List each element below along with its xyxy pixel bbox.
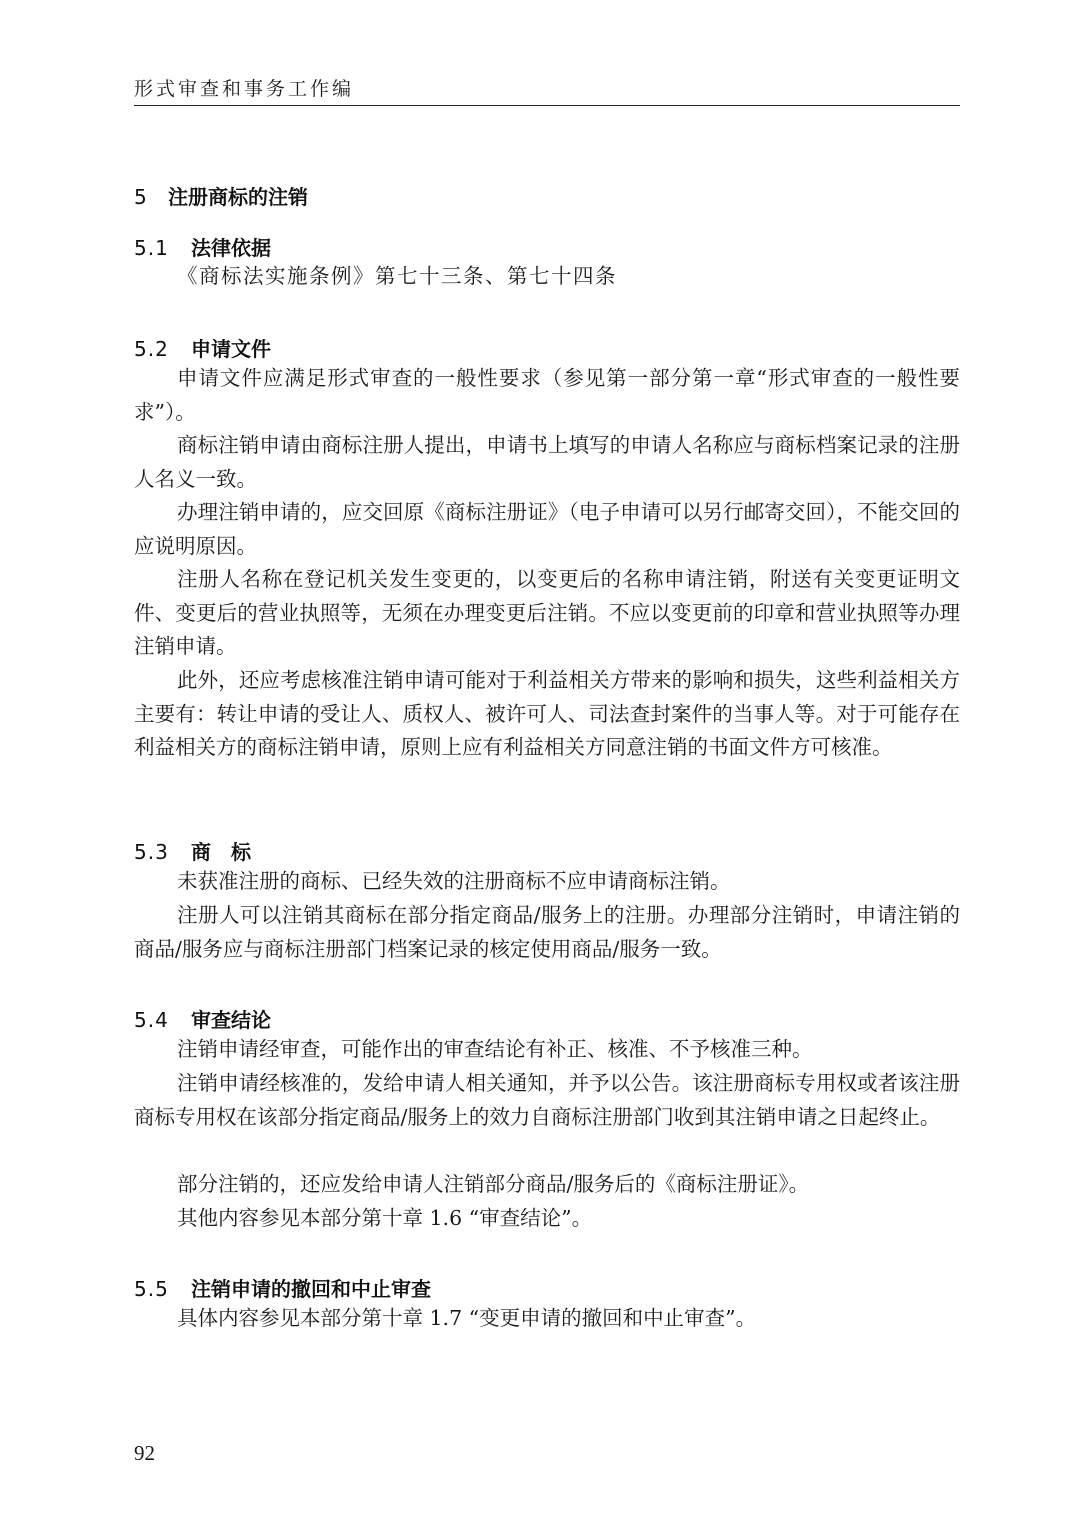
paragraph: 注册人名称在登记机关发生变更的，以变更后的名称申请注销，附送有关变更证明文件、变更后的营业执照等，无须在办理变更后注销。不应以变更前的印章和营业执照等办理注销申请。 [134, 567, 960, 658]
subsection-title: 注销申请的撤回和中止审查 [191, 1277, 431, 1301]
paragraph: 部分注销的，还应发给申请人注销部分商品/服务后的《商标注册证》。 [177, 1172, 810, 1196]
paragraph: 申请文件应满足形式审查的一般性要求（参见第一部分第一章“形式审查的一般性要求”）。 [134, 366, 960, 424]
paragraph: 其他内容参见本部分第十章 1.6 “审查结论”。 [177, 1206, 593, 1230]
paragraph: 《商标法实施条例》第七十三条、第七十四条 [177, 264, 617, 288]
paragraph: 商标注销申请由商标注册人提出，申请书上填写的申请人名称应与商标档案记录的注册人名义一致。 [134, 433, 960, 491]
paragraph: 未获准注册的商标、已经失效的注册商标不应申请商标注销。 [177, 869, 731, 893]
subsection-heading-5-5 [134, 1273, 431, 1302]
section-title: 注册商标的注销 [168, 185, 308, 209]
subsection-title: 审查结论 [191, 1008, 271, 1032]
subsection-title: 法律依据 [191, 236, 271, 260]
page-number: 92 [134, 1441, 155, 1465]
paragraph: 注册人可以注销其商标在部分指定商品/服务上的注册。办理部分注销时，申请注销的商品/服务应与商标注册部门档案记录的核定使用商品/服务一致。 [134, 903, 960, 961]
subsection-number: 5.4 [134, 1008, 169, 1032]
subsection-heading-5-1 [134, 232, 271, 261]
section-heading [134, 181, 308, 210]
subsection-number: 5.3 [134, 840, 169, 864]
section-number: 5 [134, 185, 148, 209]
paragraph: 办理注销申请的，应交回原《商标注册证》（电子申请可以另行邮寄交回），不能交回的应说明原因。 [134, 500, 960, 558]
paragraph: 具体内容参见本部分第十章 1.7 “变更申请的撤回和中止审查”。 [177, 1306, 757, 1330]
subsection-heading-5-4 [134, 1004, 271, 1033]
paragraph: 注销申请经审查，可能作出的审查结论有补正、核准、不予核准三种。 [177, 1037, 813, 1061]
header-rule [134, 105, 960, 106]
subsection-number: 5.1 [134, 236, 169, 260]
subsection-heading-5-2 [134, 333, 271, 362]
subsection-number: 5.5 [134, 1277, 169, 1301]
paragraph: 注销申请经核准的，发给申请人相关通知，并予以公告。该注册商标专用权或者该注册商标专用权在该部分指定商品/服务上的效力自商标注册部门收到其注销申请之日起终止。 [134, 1071, 960, 1129]
paragraph: 此外，还应考虑核准注销申请可能对于利益相关方带来的影响和损失，这些利益相关方主要有：转让申请的受让人、质权人、被许可人、司法查封案件的当事人等。对于可能存在利益相关方的商标注销申请，原则上应有利益相关方同意注销的书面文件方可核准。 [134, 668, 960, 759]
subsection-heading-5-3 [134, 836, 251, 865]
running-header: 形式审查和事务工作编 [134, 78, 355, 100]
subsection-title: 商 标 [191, 840, 251, 864]
subsection-title: 申请文件 [191, 337, 271, 361]
subsection-number: 5.2 [134, 337, 169, 361]
